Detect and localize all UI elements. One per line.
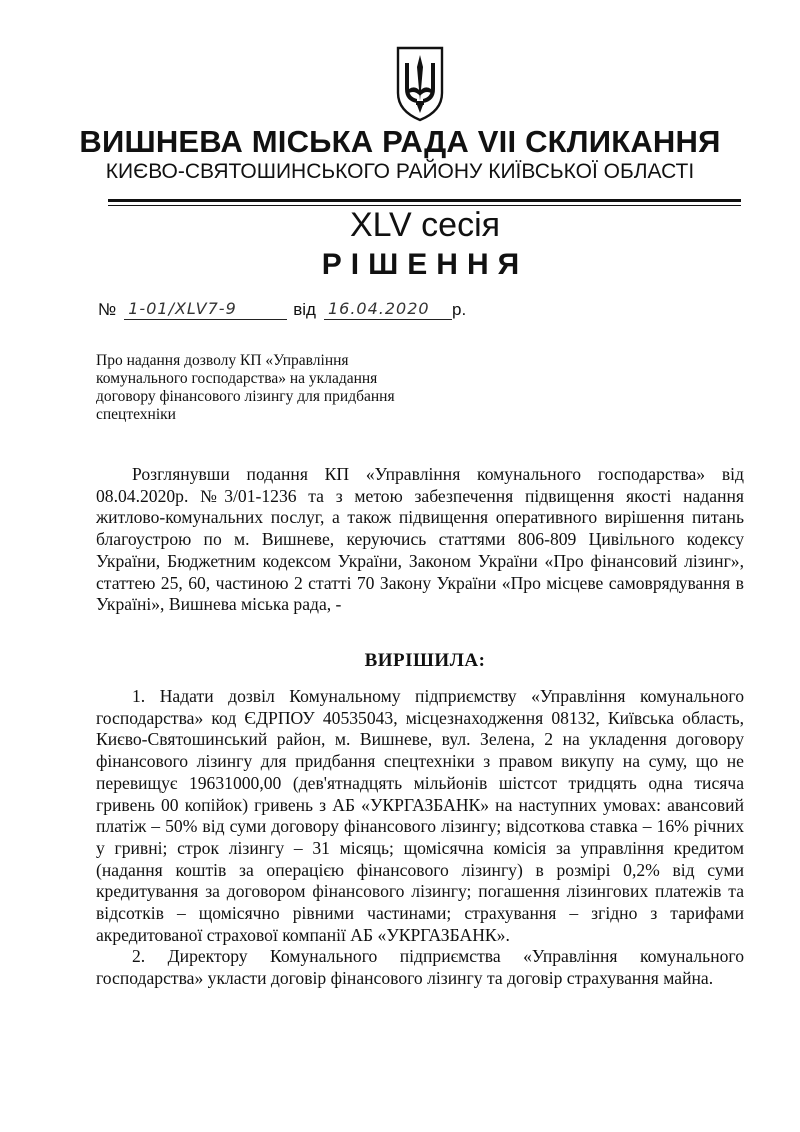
district-name: КИЄВО-СВЯТОШИНСЬКОГО РАЙОНУ КИЇВСЬКОЇ ОБЛАСТІ xyxy=(105,160,695,183)
decision-number: 1-01/XLV7-9 xyxy=(124,299,287,320)
resolution-items xyxy=(96,686,744,990)
resolved-heading: ВИРІШИЛА: xyxy=(364,650,486,671)
council-name: ВИШНЕВА МІСЬКА РАДА VII СКЛИКАННЯ xyxy=(79,124,721,159)
date-from-label: від xyxy=(293,300,316,319)
number-label: № xyxy=(98,300,117,319)
year-suffix: р. xyxy=(451,300,467,319)
preamble-text: Розглянувши подання КП «Управління комунального господарства» від 08.04.2020р. №3/01-1236 та з метою забезпечення підвищення якості надання житлово-комунальних послуг, а також підвищення оперативного вирішення питань благоустрою по м. Вишневе, керуючись статтями 806-809 Цивільного кодексу України, Бюджетним кодексом України, Законом України «Про фінансовий лізинг», статтею 25, 60, частиною 2 статті 70 Закону України «Про місцеве самоврядування в Україні», Вишнева міська рада, - xyxy=(96,464,744,615)
trident-coat-of-arms-icon xyxy=(395,45,445,123)
session-title: XLV сесія xyxy=(349,206,501,244)
decision-subject: Про надання дозволу КП «Управління комунального господарства» на укладання договору фінансового лізингу для придбання спецтехніки xyxy=(96,352,395,423)
resolution-item-1: 1. Надати дозвіл Комунальному підприємству «Управління комунального господарства» код ЄДРПОУ 40535043, місцезнаходження 08132, Київська область, Києво-Святошинський район, м. Вишневе, вул. Зелена, 2 на укладення договору фінансового лізингу для придбання спецтехніки з правом викупу на суму, що не перевищує 19631000,00 (дев'ятнадцять мільйонів шістсот тридцять одна тисяча гривень 00 копійок) гривень з АБ «УКРГАЗБАНК» на наступних умовах: авансовий платіж – 50% від суми договору фінансового лізингу; відсоткова ставка – 16% річних у гривні; строк лізингу – 31 місяць; щомісячна комісія за управління кредитом (надання коштів за операцією фінансового лізингу) в розмірі 0,2% від суми кредитування за договором фінансового лізингу; погашення лізингових платежів та відсотків – щомісячно рівними частинами; страхування – згідно з тарифами акредитованої страхової компанії АБ «УКРГАЗБАНК». xyxy=(96,686,744,945)
resolution-item-2: 2. Директору Комунального підприємства «Управління комунального господарства» укласти договір фінансового лізингу та договір страхування майна. xyxy=(96,946,744,989)
header-divider-thick xyxy=(108,199,741,202)
decision-title: РІШЕННЯ xyxy=(321,248,529,281)
decision-number-line xyxy=(98,294,466,320)
decision-date: 16.04.2020 xyxy=(324,299,452,320)
preamble-paragraph xyxy=(96,464,744,616)
